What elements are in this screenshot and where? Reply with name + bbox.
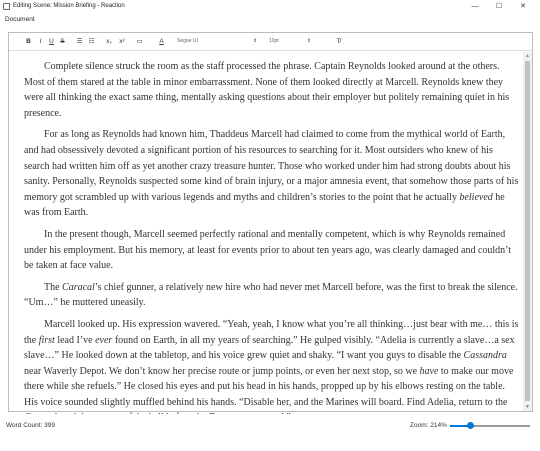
text-run: For as long as Reynolds had known him, Thaddeus Marcell had claimed to come from the mythical world of Earth, and had obsessively devoted a significant portion of his resources to searching for it. Most outsiders who knew of his search had written him off as yet another crazy treasure hunter. Those who worked under him had strong doubts about his sanity. Personally, Reynolds suspected some kind of brain injury, or a major amnesia event, that somehow those parts of his memory got scrambled up with various legends and myths and children’s stories to the point that he actually bbox=[24, 129, 519, 203]
scroll-up-icon[interactable]: ▲ bbox=[525, 53, 530, 59]
font-size-caret-icon[interactable]: ⇕ bbox=[307, 38, 312, 44]
paragraph bbox=[24, 59, 520, 121]
italic-text-run: first bbox=[38, 334, 55, 346]
menu-document[interactable]: Document bbox=[5, 16, 35, 23]
underline-icon[interactable]: U bbox=[49, 38, 54, 45]
app-icon bbox=[3, 3, 10, 10]
numbered-list-icon[interactable]: ☷ bbox=[88, 38, 95, 45]
text-run: lead I’ve bbox=[54, 334, 96, 346]
highlight-icon[interactable]: ▭ bbox=[136, 38, 143, 45]
document-body bbox=[24, 59, 520, 432]
font-color-icon[interactable]: A bbox=[159, 38, 164, 45]
menu-bar bbox=[0, 13, 540, 28]
italic-text-run: have bbox=[419, 365, 439, 377]
italic-text-run: Cassandra bbox=[463, 350, 507, 362]
text-run: he was from Earth. bbox=[24, 191, 505, 219]
document-text-area[interactable] bbox=[9, 52, 523, 411]
paragraph bbox=[24, 227, 520, 274]
font-family-select[interactable]: Segoe UI bbox=[177, 38, 198, 44]
strikethrough-icon[interactable]: S bbox=[60, 38, 65, 45]
window-title: Editing Scene: Mission Briefing - Reaction bbox=[13, 3, 125, 9]
status-bar bbox=[0, 414, 540, 451]
clear-formatting-icon[interactable]: T̸ bbox=[336, 38, 341, 45]
bold-icon[interactable]: B bbox=[26, 38, 31, 45]
italic-text-run: Caracal bbox=[62, 281, 95, 293]
italic-text-run: ever bbox=[95, 334, 113, 346]
zoom-slider-thumb[interactable] bbox=[467, 422, 474, 429]
scroll-thumb[interactable] bbox=[525, 61, 530, 401]
formatting-toolbar bbox=[9, 33, 532, 51]
text-run: near Waverly Depot. We don’t know her precise route or jump points, or even her next stop, so we bbox=[24, 365, 420, 377]
word-count: Word Count: 399 bbox=[6, 422, 56, 429]
bullet-list-icon[interactable]: ☰ bbox=[76, 38, 83, 45]
editor-frame bbox=[8, 32, 533, 412]
maximize-button[interactable]: ☐ bbox=[495, 3, 503, 10]
paragraph bbox=[24, 127, 520, 221]
text-run: The bbox=[44, 281, 63, 293]
superscript-icon[interactable]: x² bbox=[119, 38, 125, 45]
minimize-button[interactable]: — bbox=[471, 3, 479, 10]
text-run: ’s chief gunner, a relatively new hire who had never met Marcell before, was the first to break the silence. “Um…” he muttered uneasily. bbox=[24, 281, 518, 309]
paragraph bbox=[24, 317, 520, 426]
close-button[interactable]: ✕ bbox=[520, 3, 526, 10]
zoom-label: Zoom: 214% bbox=[410, 422, 447, 429]
font-size-select[interactable]: 10pt bbox=[269, 38, 279, 44]
vertical-scrollbar[interactable] bbox=[523, 52, 532, 411]
text-run: found on Earth, in all my years of searching.” He gulped visibly. “Adelia is currently a slave…a sex slave…” He looked down at the tabletop, and his voice grew quiet and shaky. “I want you guys to disable the bbox=[24, 334, 515, 362]
text-run: Complete silence struck the room as the staff processed the phrase. Captain Reynolds looked around at the others. Most of them stared at the table in minor embarrassment. None of them looked directly at Marcell. Reynolds knew they were all thinking the exact same thing, mentally asking questions about their employer but politely remaining quiet in his presence. bbox=[24, 61, 510, 119]
scroll-down-icon[interactable]: ▼ bbox=[525, 404, 530, 410]
text-run: In the present though, Marcell seemed perfectly rational and mentally competent, which is why Reynolds remained under his employment. But his memory, at least for events prior to about ten years ago, was clearly damaged and couldn’t be taken at face value. bbox=[24, 228, 512, 272]
text-run: to make our move there while she refuels.” He closed his eyes and put his head in his hands, propped up by his elbows resting on the table. His voice sounded slightly muffled behind his hands. “Disable her, and the Marines will board. Find Adelia, return to the bbox=[24, 365, 514, 408]
zoom-slider[interactable] bbox=[450, 421, 530, 431]
italic-icon[interactable]: I bbox=[39, 38, 42, 45]
font-family-caret-icon[interactable]: ⇕ bbox=[253, 38, 258, 44]
italic-text-run: believed bbox=[459, 191, 493, 203]
subscript-icon[interactable]: x₂ bbox=[106, 38, 112, 45]
paragraph bbox=[24, 280, 520, 311]
title-bar bbox=[0, 0, 540, 13]
text-run: Marcell looked up. His expression wavered. “Yeah, yeah, I know what you’re all thinking…just bear with me… this is the bbox=[24, 318, 519, 346]
